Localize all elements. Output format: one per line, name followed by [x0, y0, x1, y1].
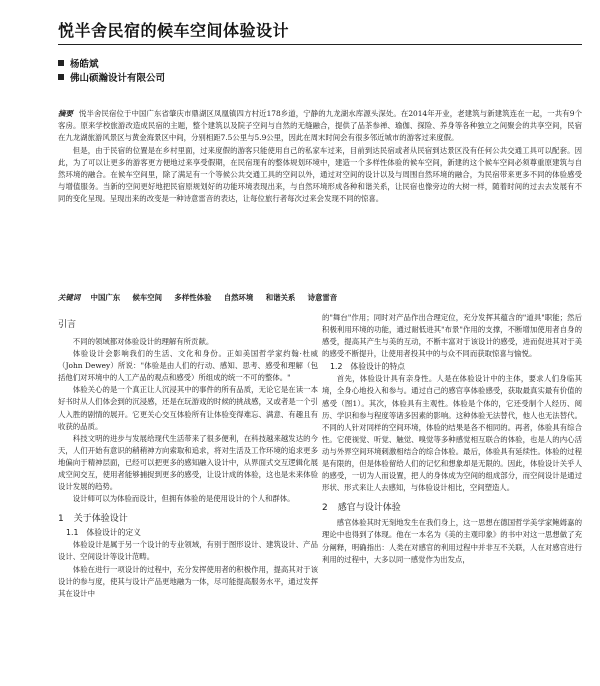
abstract	[58, 108, 582, 206]
subsection-heading	[58, 526, 318, 539]
right-column	[322, 312, 582, 566]
subsection-number: 1.2	[330, 362, 343, 372]
abstract-tag: 摘要	[58, 109, 74, 118]
subsection-title: 体验设计的特点	[350, 362, 405, 372]
body-paragraph: 体验设计是属于另一个设计的专业领域，有别于图形设计、建筑设计、产品设计、空间设计等设计范畴。	[58, 540, 318, 562]
section-title: 感官与设计体验	[337, 503, 401, 514]
section-number: 1	[58, 514, 64, 525]
subsection-title: 体验设计的定义	[86, 528, 141, 538]
body-paragraph: 的"舞台"作用；同时对产品作出合理定位，充分发挥其蕴含的"道具"职能；然后积极利用环境的功能，通过耐低进其"布景"作用的支撑，不断增加使用者自身的感受，提高其产生与美的互动，不断丰富对于该设计的感受，进而促进其对于美的感受不断提升，让使用者投其中的与众不同而获取惊喜与愉悦。	[322, 313, 582, 359]
abstract-paragraph	[58, 108, 582, 145]
abstract-text: 悦半舍民宿位于中国广东省肇庆市鼎湖区凤凰镇四方村近178乡道，宁静的九龙湖水库源头深处。在2014年开业，老建筑与新建筑连在一起，一共有9个客房。原来学校旅游改造成民宿的主题，整个建筑以及院子空间与自然的无缝融合，提供了品茶参禅、瑜伽、探险、养身等各种独立之间聚会的共享空间，民宿在九龙湖旅游风景区与黄金海景区中间，分别相距7.5公里与5.9公里，因此在周末时间会有很多邻近城市的游客过来度假。	[58, 109, 582, 143]
square-bullet-icon	[58, 74, 64, 80]
body-paragraph: 首先，体验设计具有亲身性。人是在体验设计中的主体，要求人们身临其境，全身心地投入和参与。通过自己的感官享体验感受，获取最真实最有价值的感受（图1）。其次，体验具有主观性。体验是个体的，它还受制个人经历、阅历、学识和参与程度等诸多因素的影响。这种体验无法替代，他人也无法替代。不同的人针对同样的空间环境，体验的结果是各不相同的。再者，体验具有综合性。它使视觉、听觉、触觉、嗅觉等多种感觉相互联合的体验，也是人的内心活动与外界空间环境刺激相结合的综合体验。最后，体验具有延续性。体验的过程是有限的，但是体验留给人们的记忆和想象却是无限的。因此，体验设计关乎人的感受，一切为人而设置，把人的身体成为空间的组成部分，而空间设计是通过形状、形式来让人去感知，与体验设计相比，空间塑造人。	[322, 374, 582, 493]
author-name	[58, 56, 99, 70]
body-paragraph: 体验在进行一项设计的过程中，充分发挥使用者的积极作用，提高其对于该设计的参与度，使其与设计产品更地融为一体，尽可能提高服务水平，通过发挥其在设计中	[58, 564, 318, 598]
section-title: 关于体验设计	[73, 514, 128, 525]
body-paragraph: 感官体验其时无刻地发生在我们身上，这一思想在德国哲学美学家鲍姆嘉的理论中也得到了体现。他在一本名为《美的主观印象》的书中对这一思想做了充分阐释，明确指出：人类在对感官的利用过程中并非互不关联，人在对感官进行利用的过程中，大多以同一感觉作为出发点，	[322, 518, 582, 564]
subsection-number: 1.1	[66, 528, 79, 538]
author-name-text: 杨皓斌	[70, 59, 99, 70]
keywords-tag: 关键词	[58, 293, 81, 302]
keyword: 自然环境	[223, 293, 254, 302]
section-heading	[322, 501, 582, 515]
abstract-paragraph: 但是，由于民宿的位置是在乡村里面，过来度假的游客只能使用自己的私家车过来，目前到达民宿或者从民宿到达景区没有任何公共交通工具可以配套。因此，为了可以让更多的游客更方便地过来享受假期，在民宿现有的整体规划环境中，建造一个多样性体验的候车空间，新建的这个候车空间必须尊重原建筑与自然环境的融合。在候车空间里，除了满足有一个等候公共交通工具的空间以外，通过对空间的设计以及与周围自然环境的融合，为民宿带来更多不同的体验感受与增值服务。当新的空间更好地把民宿原规划好的功能环境表现出来，与自然环境形成各种和谐关系，让民宿也像旁边的大树一样，随着时间的过去去发展有不同的变化呈现。呈现出来的改变是一种诗意雷音的表达，让每位旅行者每次过来会发现不同的惊喜。	[58, 145, 582, 204]
author-affiliation	[58, 70, 165, 84]
keywords	[58, 292, 582, 304]
body-paragraph: 科技文明的进步与发展给现代生活带来了很多便利，在科技越来越发达的今天，人们开始有意识的稍稍神方向索取和追求，将对生活及工作环境的追求更多地偏向于精神层面，已经可以把更多的感知融入设计中，从界面式交互逻辑化展成空间交互，使用者能够捕捉到更多的感受，让设计成的体验，这也是未来体验设计发展的趋势。	[58, 433, 318, 492]
article-title: 悦半舍民宿的候车空间体验设计	[58, 21, 290, 40]
subsection-heading	[322, 360, 582, 373]
intro-heading: 引言	[58, 320, 77, 330]
section-number: 2	[322, 503, 328, 514]
square-bullet-icon	[58, 60, 64, 66]
keyword: 多样性体验	[174, 293, 212, 302]
body-paragraph: 体验关心的是一个真正让人沉浸其中的事件的所有品质，无论它是在读一本好书时从人们体会到的沉浸感，还是在玩游戏的时候的挑战感，又或者是一个引人入胜的剧情的展开。它更关心交互体验所有让体验变得难忘、满意、有趣且有收获的品质。	[58, 385, 318, 431]
keyword: 候车空间	[132, 293, 163, 302]
section-heading	[58, 512, 318, 526]
keyword: 诗意雷音	[307, 293, 338, 302]
body-paragraph: 设计师可以为体验而设计，但拥有体验的是使用设计的个人和群体。	[72, 494, 295, 504]
body-paragraph: 不同的领域都对体验设计的理解有所贡献。	[72, 337, 214, 346]
title-rule	[58, 44, 582, 45]
keyword: 中国广东	[90, 293, 121, 302]
body-paragraph: 体验设计会影响我们的生活、文化和身份。正如美国哲学家约翰·杜威（John Dewey）所说："体验是由人们的行动、感知、思考、感受和理解（包括他们对环境中的人工产品的观点和感受）所组成的统一不可的整体。"	[58, 349, 318, 383]
author-affiliation-text: 佛山硕瀚设计有限公司	[70, 73, 166, 84]
left-column	[58, 312, 318, 600]
keyword: 和谐关系	[265, 293, 296, 302]
